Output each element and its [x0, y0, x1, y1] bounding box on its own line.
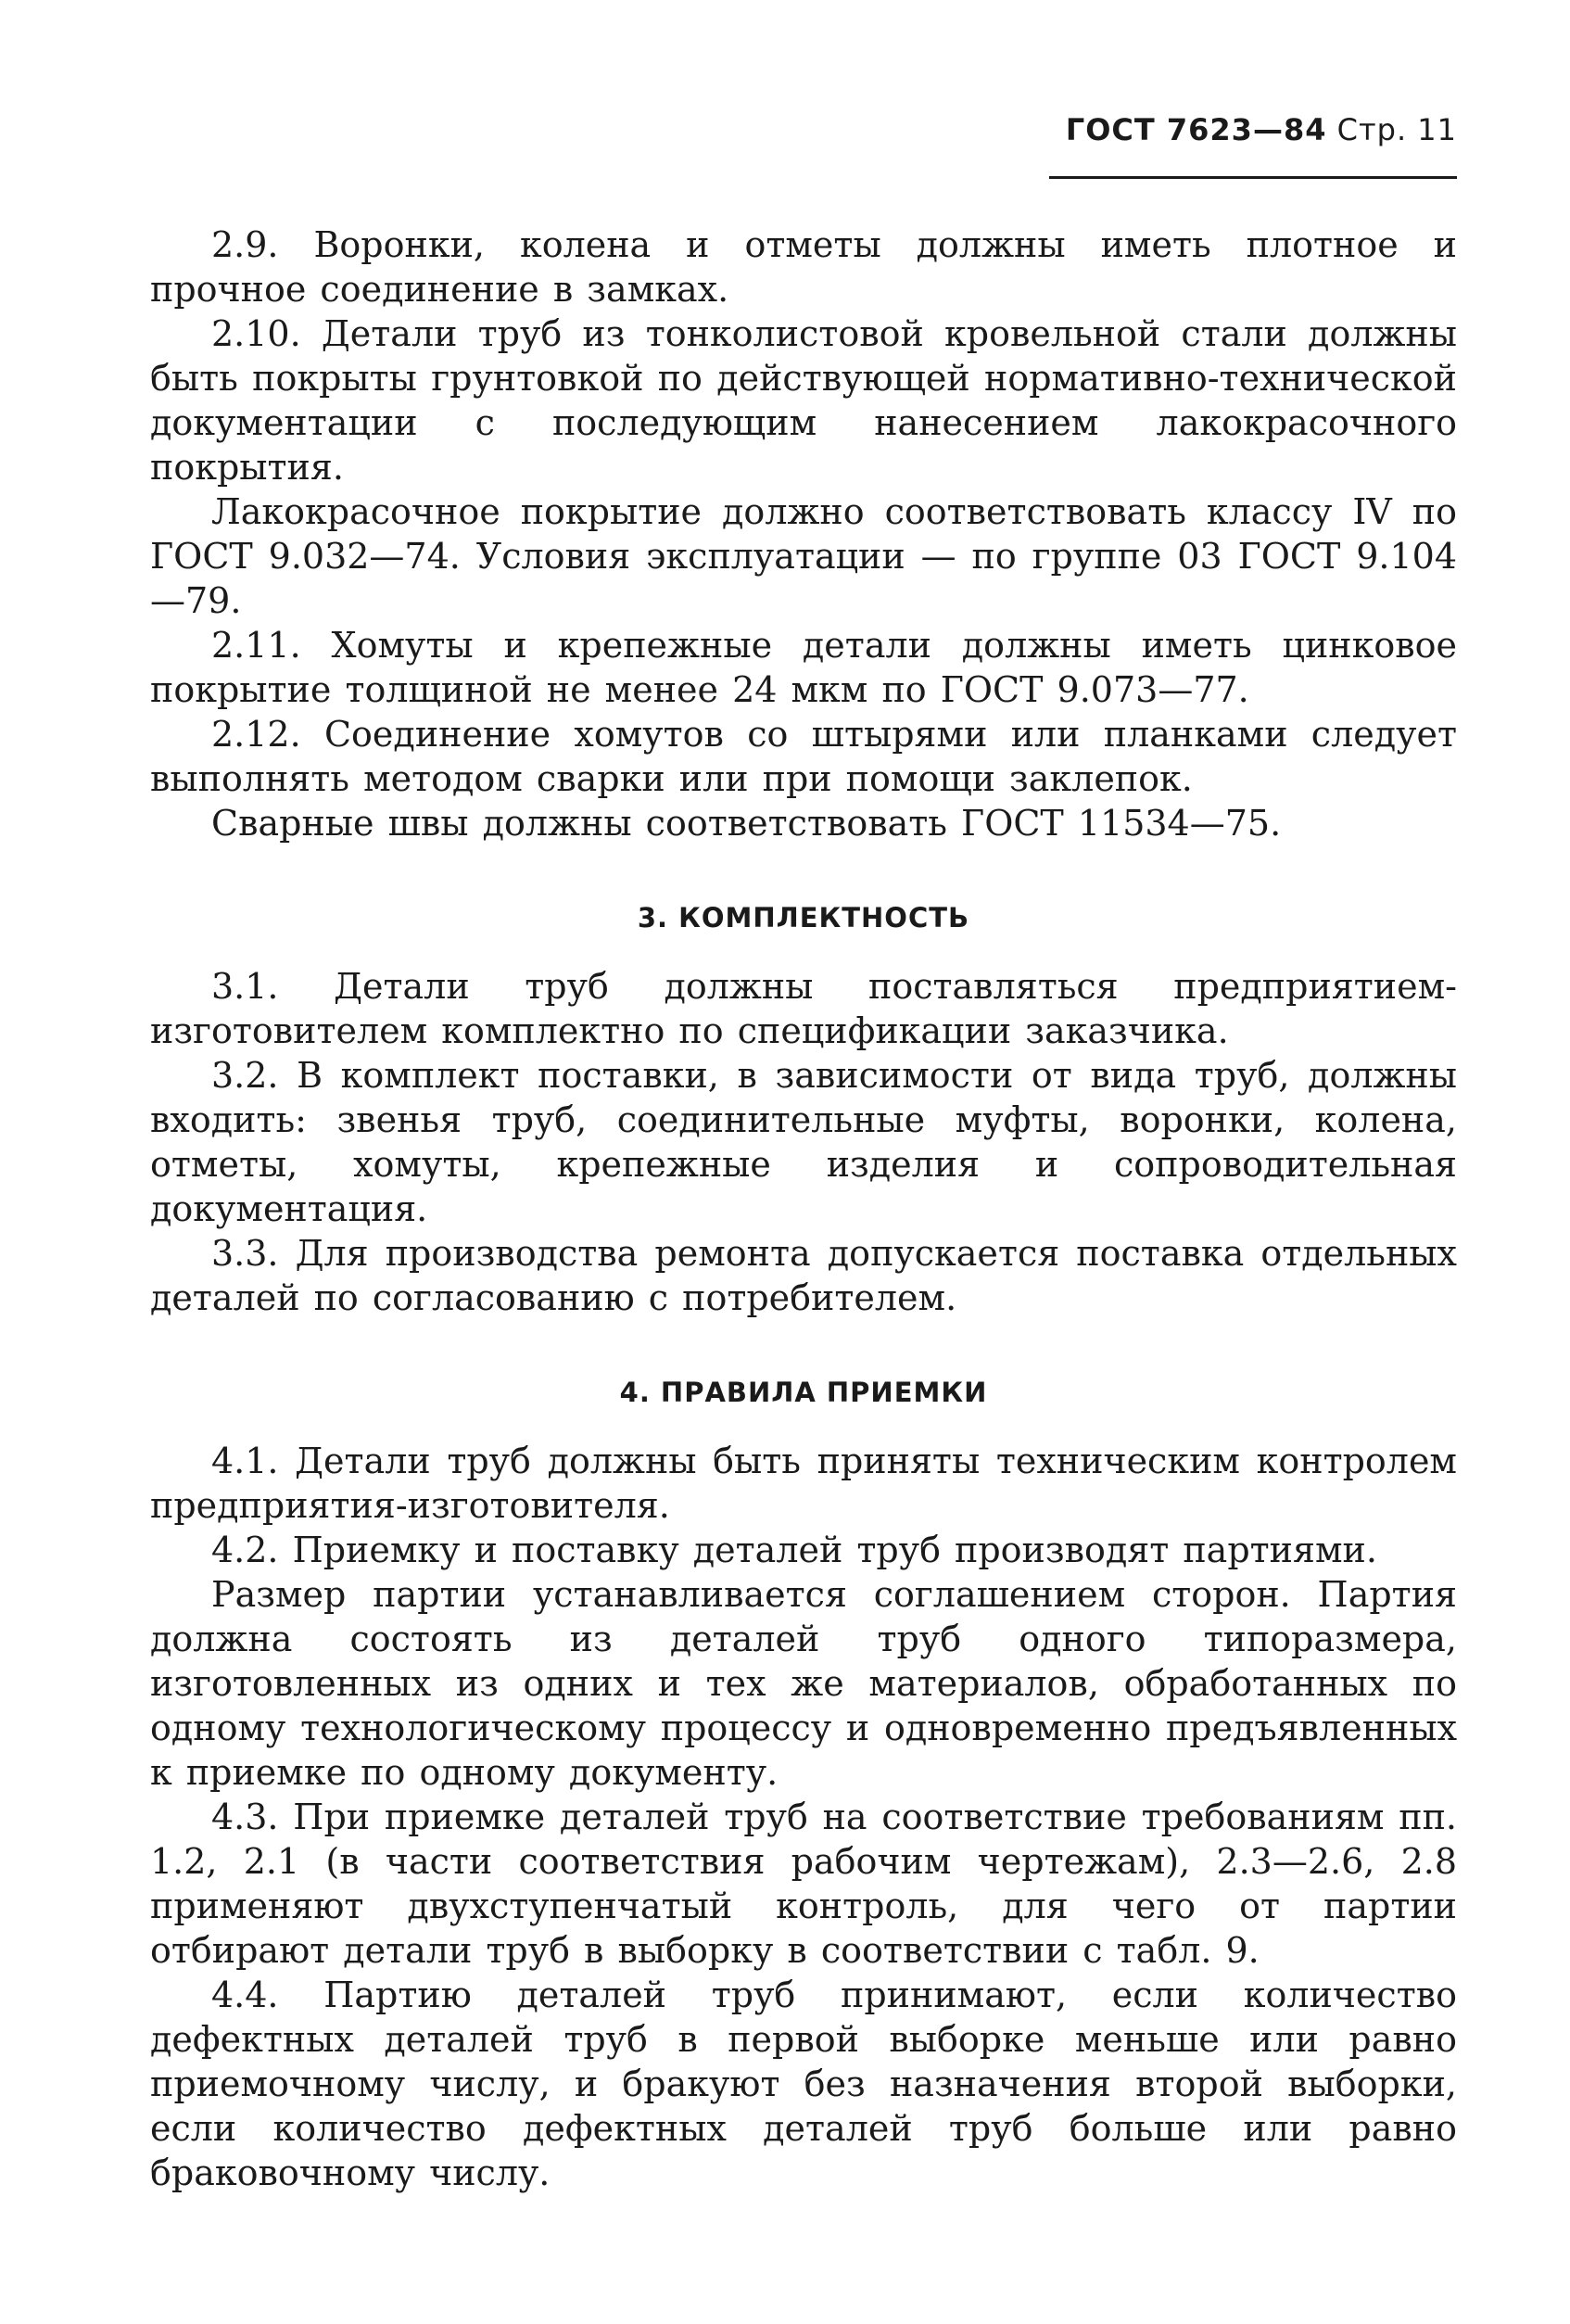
paragraph-4-4: 4.4. Партию деталей труб принимают, если количество дефектных деталей труб в первой выборке меньше или равно приемочному числу, и бракуют без назначения второй выборки, если количество дефектных деталей труб больше или равно браковочному числу.	[150, 1975, 1457, 2193]
document-body	[150, 222, 1457, 2195]
page-number: Стр. 11	[1336, 112, 1457, 147]
section-3-body	[150, 964, 1457, 1320]
header-rule	[1049, 176, 1457, 179]
section-4-body	[150, 1439, 1457, 2195]
paragraph-4-2: 4.2. Приемку и поставку деталей труб производят партиями.	[211, 1530, 1377, 1570]
paragraph-4-3: 4.3. При приемке деталей труб на соответствие требованиям пп. 1.2, 2.1 (в части соответствия рабочим чертежам), 2.3—2.6, 2.8 применяют двухступенчатый контроль, для чего от партии отбирают детали труб в выборку в соответствии с табл. 9.	[150, 1797, 1457, 1971]
paragraph-2-11: 2.11. Хомуты и крепежные детали должны иметь цинковое покрытие толщиной не менее 24 мкм по ГОСТ 9.073—77.	[150, 625, 1457, 710]
paragraph-2-9: 2.9. Воронки, колена и отметы должны иметь плотное и прочное соединение в замках.	[150, 224, 1457, 310]
paragraph-2-10: 2.10. Детали труб из тонколистовой кровельной стали должны быть покрыты грунтовкой по действующей нормативно-технической документации с последующим нанесением лакокрасочного покрытия.	[150, 313, 1457, 488]
paragraph-lot-size: Размер партии устанавливается соглашением сторон. Партия должна состоять из деталей труб одного типоразмера, изготовленных из одних и тех же материалов, обработанных по одному технологическому процессу и одновременно предъявленных к приемке по одному документу.	[150, 1574, 1457, 1793]
paragraph-coating-class: Лакокрасочное покрытие должно соответствовать классу IV по ГОСТ 9.032—74. Условия эксплуатации — по группе 03 ГОСТ 9.104—79.	[150, 491, 1457, 621]
paragraph-3-3: 3.3. Для производства ремонта допускается поставка отдельных деталей по согласованию с потребителем.	[150, 1233, 1457, 1318]
paragraph-3-1: 3.1. Детали труб должны поставляться предприятием-изготовителем комплектно по спецификации заказчика.	[150, 966, 1457, 1051]
paragraph-welds: Сварные швы должны соответствовать ГОСТ 11534—75.	[211, 803, 1282, 844]
standard-number: ГОСТ 7623—84	[1065, 112, 1327, 147]
paragraph-2-12: 2.12. Соединение хомутов со штырями или планками следует выполнять методом сварки или при помощи заклепок.	[150, 714, 1457, 799]
paragraph-4-1: 4.1. Детали труб должны быть приняты техническим контролем предприятия-изготовителя.	[150, 1441, 1457, 1526]
section-4-heading: 4. ПРАВИЛА ПРИЕМКИ	[619, 1377, 988, 1408]
section-3-heading: 3. КОМПЛЕКТНОСТЬ	[637, 902, 970, 933]
page-header	[1066, 111, 1457, 148]
paragraph-3-2: 3.2. В комплект поставки, в зависимости от вида труб, должны входить: звенья труб, соединительные муфты, воронки, колена, отметы, хомуты, крепежные изделия и сопроводительная документация.	[150, 1055, 1457, 1229]
